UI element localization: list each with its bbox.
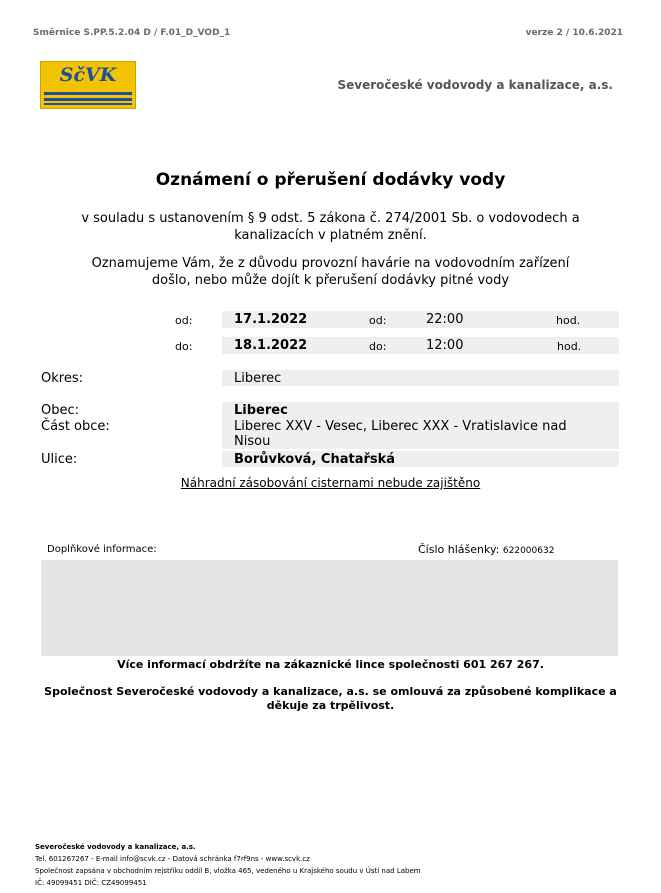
additional-info-box: [41, 560, 618, 656]
legal-text-line-1: v souladu s ustanovením § 9 odst. 5 zákona č. 274/2001 Sb. o vodovodech a: [81, 211, 580, 226]
district-label: Okres:: [41, 371, 83, 386]
logo-stripe-2: [44, 98, 132, 101]
street-value: Borůvková, Chatařská: [234, 452, 396, 467]
to-date-value: 18.1.2022: [234, 338, 308, 353]
street-label: Ulice:: [41, 452, 78, 467]
scvk-logo: [40, 61, 136, 109]
notice-text-line-2: došlo, nebo může dojít k přerušení dodávky pitné vody: [151, 273, 510, 288]
report-number-value: 622000632: [502, 546, 555, 556]
directive-code: Směrnice S.PP.5.2.04 D / F.01_D_VOD_1: [33, 28, 231, 38]
legal-text-line-2: kanalizacích v platném znění.: [234, 228, 427, 243]
municipality-value: Liberec: [234, 403, 288, 418]
part-value-line-2: Nisou: [234, 434, 271, 449]
logo-stripe-1: [44, 92, 132, 95]
district-bar: [222, 370, 619, 386]
page-title: Oznámení o přerušení dodávky vody: [155, 170, 506, 190]
from-date-label: od:: [175, 314, 193, 327]
to-date-label: do:: [175, 340, 193, 353]
to-time-label: do:: [369, 340, 387, 353]
apology-line-1: Společnost Severočeské vodovody a kanalizace, a.s. se omlouvá za způsobené komplikace a: [44, 685, 617, 698]
report-number-label: Číslo hlášenky:: [418, 543, 500, 556]
to-hours-label: hod.: [557, 340, 582, 353]
footer-ids: IČ: 49099451 DIČ: CZ49099451: [35, 879, 147, 887]
hotline-note: Více informací obdržíte na zákaznické lince společnosti 601 267 267.: [117, 658, 544, 671]
footer-registry: Společnost zapsána v obchodním rejstříku oddíl B, vložka 465, vedeného u Krajského soudu v Ústí nad Labem: [35, 867, 421, 875]
apology-line-2: děkuje za trpělivost.: [266, 699, 395, 712]
notice-text-line-1: Oznamujeme Vám, že z důvodu provozní havárie na vodovodním zařízení: [91, 256, 570, 271]
supply-note: Náhradní zásobování cisternami nebude zajištěno: [180, 476, 481, 490]
company-name-header: Severočeské vodovody a kanalizace, a.s.: [337, 78, 613, 92]
version-label: verze 2 / 10.6.2021: [525, 28, 623, 38]
from-time-label: od:: [369, 314, 387, 327]
to-time-value: 12:00: [426, 338, 464, 353]
part-value-line-1: Liberec XXV - Vesec, Liberec XXX - Vratislavice nad: [234, 419, 567, 434]
district-value: Liberec: [234, 371, 282, 386]
additional-info-label: Doplňkové informace:: [47, 544, 157, 555]
part-label: Část obce:: [41, 419, 110, 434]
from-time-value: 22:00: [426, 312, 464, 327]
municipality-label: Obec:: [41, 403, 80, 418]
logo-text: SčVK: [59, 64, 117, 86]
from-date-value: 17.1.2022: [234, 312, 308, 327]
from-hours-label: hod.: [556, 314, 581, 327]
footer-contact: Tel. 601267267 - E-mail info@scvk.cz - Datová schránka f7rf9ns - www.scvk.cz: [35, 855, 310, 863]
logo-stripe-3: [44, 103, 132, 105]
report-number-row: [418, 543, 554, 556]
footer-company: Severočeské vodovody a kanalizace, a.s.: [35, 843, 196, 851]
